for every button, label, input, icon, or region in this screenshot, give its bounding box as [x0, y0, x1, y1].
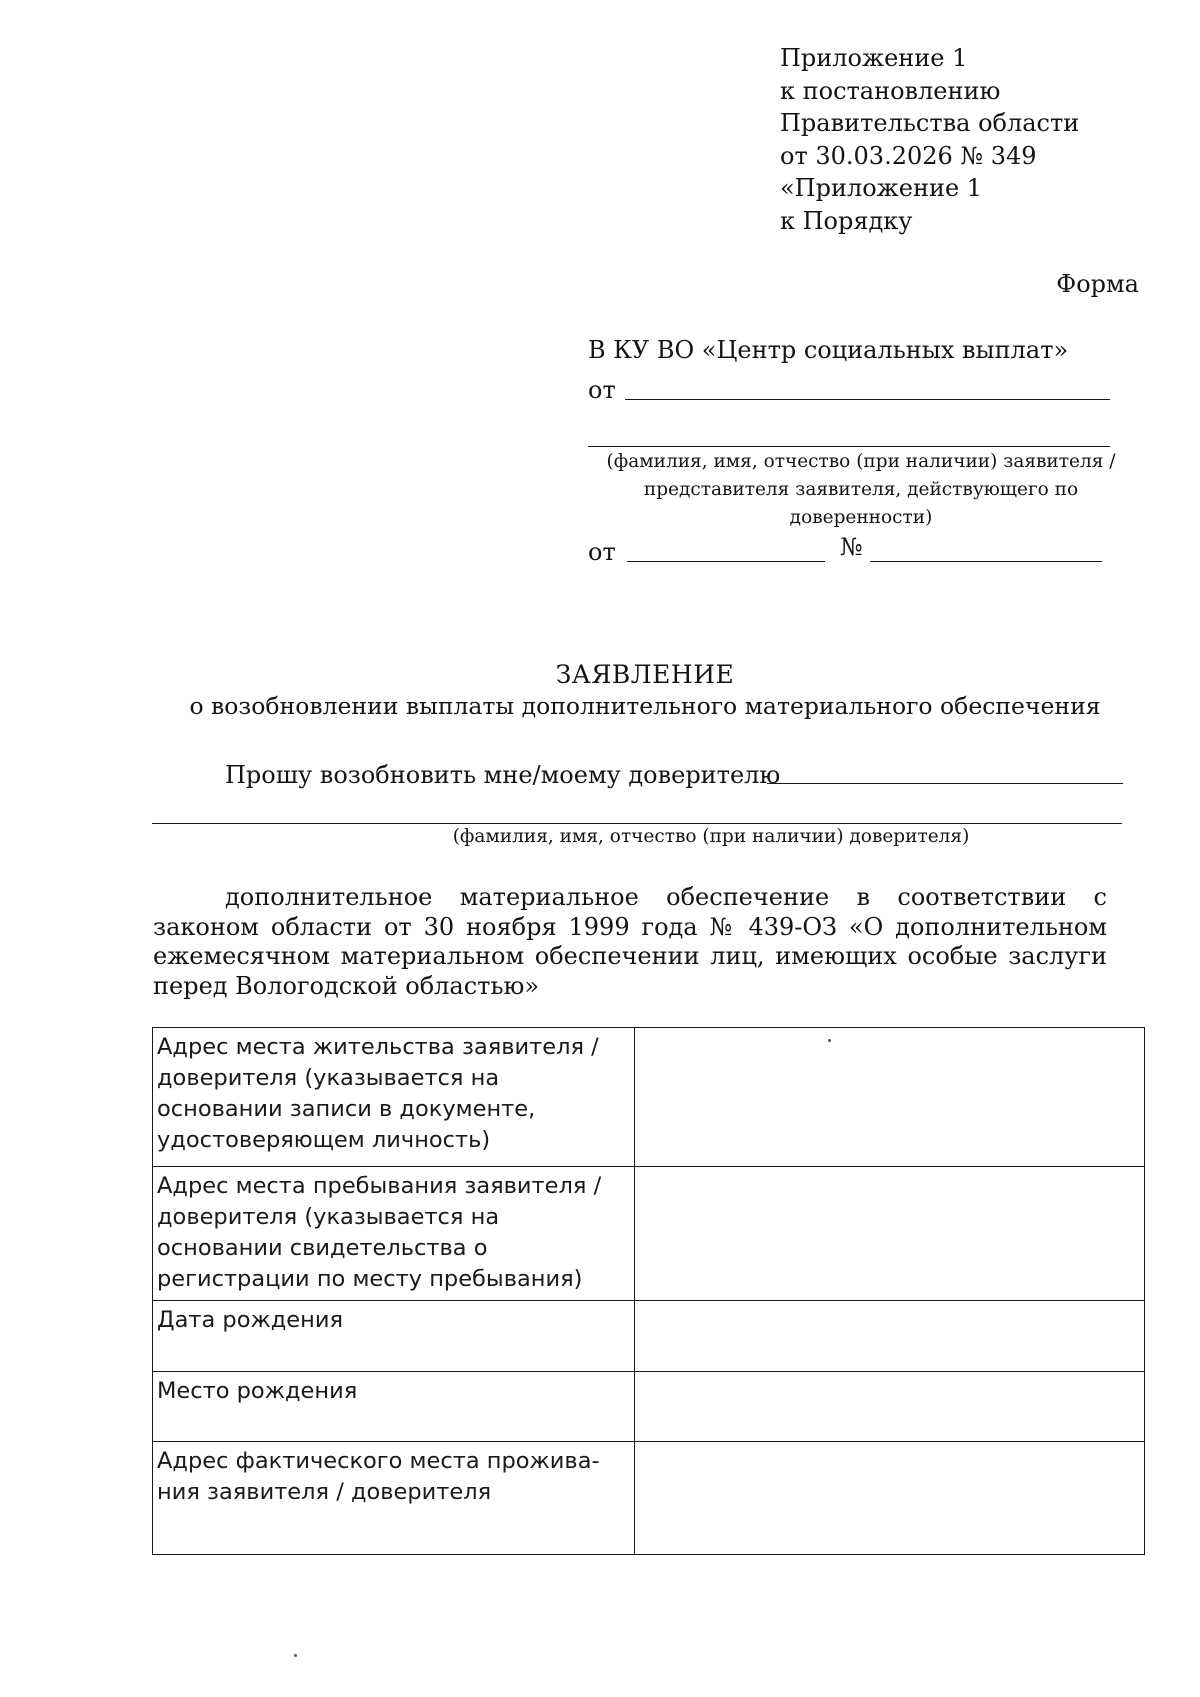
applicant-note-line: доверенности) [789, 507, 933, 528]
table-label-cell: Дата рождения [153, 1301, 635, 1372]
table-row [153, 1442, 1145, 1555]
appendix-line: к Порядку [780, 206, 913, 235]
table-label-cell: Адрес места жительства заявителя / доверителя (указывается на основании записи в документе, удостоверяющем личность) [153, 1028, 635, 1167]
scan-speck [294, 1654, 297, 1657]
doc-date-field[interactable] [627, 561, 825, 562]
table-value-cell[interactable] [635, 1442, 1145, 1555]
appendix-header [780, 42, 1079, 237]
recipient-organization: В КУ ВО «Центр социальных выплат» [588, 336, 1069, 364]
table-value-cell[interactable] [635, 1028, 1145, 1167]
table-row [153, 1301, 1145, 1372]
table-row [153, 1372, 1145, 1442]
applicant-note [588, 448, 1134, 532]
applicant-note-line: представителя заявителя, действующего по [643, 479, 1079, 500]
table-value-cell[interactable] [635, 1372, 1145, 1442]
from-prefix: от [588, 376, 616, 404]
table-label-cell: Место рождения [153, 1372, 635, 1442]
table-label-cell: Адрес места пребывания заявителя / доверителя (указывается на основании свидетельства о регистрации по месту пребывания) [153, 1167, 635, 1301]
table-row [153, 1167, 1145, 1301]
appendix-line: к постановлению [780, 76, 1001, 105]
table-row [153, 1028, 1145, 1167]
table-value-cell[interactable] [635, 1167, 1145, 1301]
principal-name-field[interactable] [767, 783, 1123, 784]
applicant-name-field[interactable] [625, 399, 1110, 400]
principal-note: (фамилия, имя, отчество (при наличии) доверителя) [452, 826, 970, 847]
page-subtitle: о возобновлении выплаты дополнительного материального обеспечения [189, 692, 1101, 720]
appendix-line: от 30.03.2026 № 349 [780, 141, 1037, 170]
appendix-line: Приложение 1 [780, 44, 968, 72]
applicant-name-field-line2[interactable] [588, 446, 1110, 447]
doc-number-field[interactable] [870, 561, 1102, 562]
doc-number-sign: № [840, 533, 863, 561]
table-label-cell: Адрес фактического места проживания заявителя / доверителя [153, 1442, 635, 1555]
table-value-cell[interactable] [635, 1301, 1145, 1372]
scan-speck [828, 1039, 831, 1042]
info-table [152, 1027, 1145, 1555]
appendix-line: Правительства области [780, 109, 1080, 137]
appendix-line: «Приложение 1 [780, 174, 983, 202]
page-title: ЗАЯВЛЕНИЕ [555, 660, 735, 689]
form-label: Форма [1056, 270, 1139, 298]
request-text: Прошу возобновить мне/моему доверителю [225, 761, 781, 789]
doc-from-prefix: от [588, 538, 616, 566]
body-paragraph: дополнительное материальное обеспечение в соответствии с законом области от 30 ноября 1999 года № 439-ОЗ «О дополнительном ежемесячном материальном обеспечении лиц, имеющих особые заслуги перед Вологодской областью» [153, 883, 1107, 1000]
applicant-note-line: (фамилия, имя, отчество (при наличии) заявителя / [606, 451, 1116, 472]
